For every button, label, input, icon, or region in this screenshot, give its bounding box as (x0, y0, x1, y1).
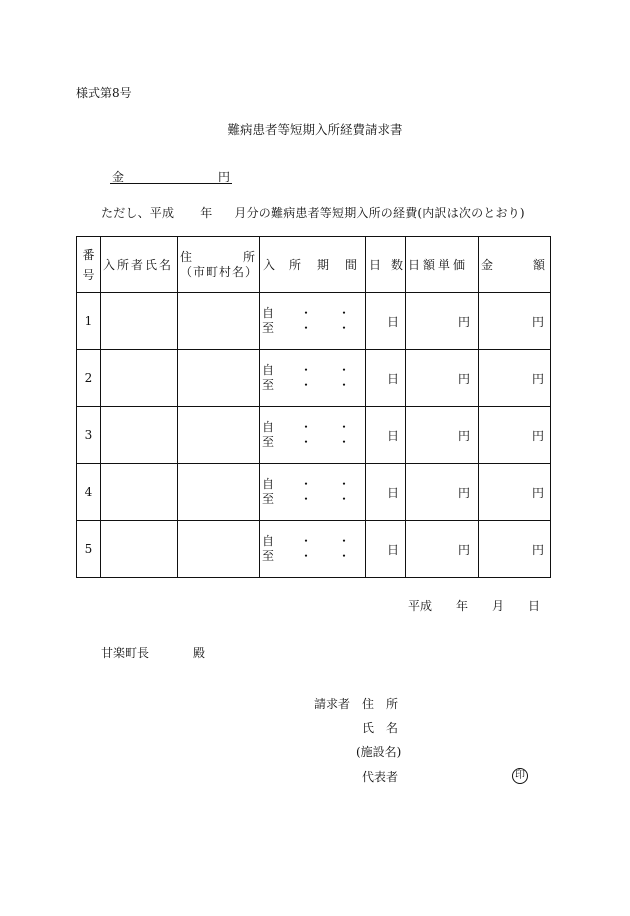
breakdown-table (76, 236, 551, 578)
seal-mark: 印 (512, 768, 528, 784)
row-amount-cell[interactable]: 円 (479, 464, 551, 521)
header-unit-price: 日額単価 (406, 237, 479, 293)
row-address-cell[interactable] (178, 293, 260, 350)
amount-prefix: 金 (112, 170, 125, 184)
row-period-cell[interactable]: 自 ・ ・ 至 ・ ・ (260, 407, 366, 464)
row-name-cell[interactable] (101, 521, 178, 578)
row-amount-cell[interactable]: 円 (479, 521, 551, 578)
date-day: 日 (528, 599, 541, 613)
table-row (77, 464, 551, 521)
row-period-cell[interactable]: 自 ・ ・ 至 ・ ・ (260, 293, 366, 350)
header-amount: 金 額 (479, 237, 551, 293)
row-days-cell[interactable]: 日 (366, 293, 406, 350)
row-period-cell[interactable]: 自 ・ ・ 至 ・ ・ (260, 464, 366, 521)
amount-suffix: 円 (217, 170, 230, 184)
header-period: 入 所 期 間 (260, 237, 366, 293)
row-unit-price-cell[interactable]: 円 (406, 407, 479, 464)
row-unit-price-cell[interactable]: 円 (406, 521, 479, 578)
header-address-sub: （市町村名） (180, 264, 259, 279)
row-no: 2 (77, 350, 101, 407)
table-header-row (77, 237, 551, 293)
row-amount-cell[interactable]: 円 (479, 293, 551, 350)
row-unit-price-cell[interactable]: 円 (406, 464, 479, 521)
date-month: 月 (492, 599, 505, 613)
row-name-cell[interactable] (101, 464, 178, 521)
form-number: 様式第8号 (76, 86, 132, 100)
addressee-honorific: 殿 (193, 646, 206, 660)
row-period-cell[interactable]: 自 ・ ・ 至 ・ ・ (260, 350, 366, 407)
table-row (77, 350, 551, 407)
row-no: 3 (77, 407, 101, 464)
document-title: 難病患者等短期入所経費請求書 (227, 122, 403, 137)
row-days-cell[interactable]: 日 (366, 464, 406, 521)
row-amount-cell[interactable]: 円 (479, 407, 551, 464)
header-name: 入所者氏名 (101, 237, 178, 293)
row-period-cell[interactable]: 自 ・ ・ 至 ・ ・ (260, 521, 366, 578)
claimant-address-label: 住 所 (362, 697, 399, 711)
date-era: 平成 (408, 599, 433, 613)
claimant-facility-label: (施設名) (356, 745, 402, 759)
row-days-cell[interactable]: 日 (366, 407, 406, 464)
row-address-cell[interactable] (178, 350, 260, 407)
amount-line (110, 168, 232, 184)
row-address-cell[interactable] (178, 464, 260, 521)
row-no: 5 (77, 521, 101, 578)
row-unit-price-cell[interactable]: 円 (406, 293, 479, 350)
tadashi-year: 年 (200, 206, 213, 220)
header-no: 番 号 (77, 237, 101, 293)
claimant-name-label: 氏 名 (362, 721, 399, 735)
row-address-cell[interactable] (178, 521, 260, 578)
claimant-label: 請求者 (314, 697, 351, 711)
tadashi-p3: 月分の難病患者等短期入所の経費(内訳は次のとおり) (234, 206, 525, 220)
claimant-representative-label: 代表者 (362, 770, 399, 784)
row-days-cell[interactable]: 日 (366, 521, 406, 578)
row-days-cell[interactable]: 日 (366, 350, 406, 407)
row-name-cell[interactable] (101, 350, 178, 407)
addressee (101, 644, 205, 661)
row-address-cell[interactable] (178, 407, 260, 464)
header-days: 日 数 (366, 237, 406, 293)
table-row (77, 521, 551, 578)
table-row (77, 293, 551, 350)
row-no: 1 (77, 293, 101, 350)
addressee-name: 甘楽町長 (101, 646, 150, 660)
tadashi-p1: ただし、平成 (101, 206, 175, 220)
table-row (77, 407, 551, 464)
tadashi-line (101, 204, 525, 221)
row-no: 4 (77, 464, 101, 521)
row-amount-cell[interactable]: 円 (479, 350, 551, 407)
row-unit-price-cell[interactable]: 円 (406, 350, 479, 407)
row-name-cell[interactable] (101, 407, 178, 464)
header-address: 住 所 （市町村名） (178, 237, 260, 293)
row-name-cell[interactable] (101, 293, 178, 350)
date-year: 年 (456, 599, 469, 613)
